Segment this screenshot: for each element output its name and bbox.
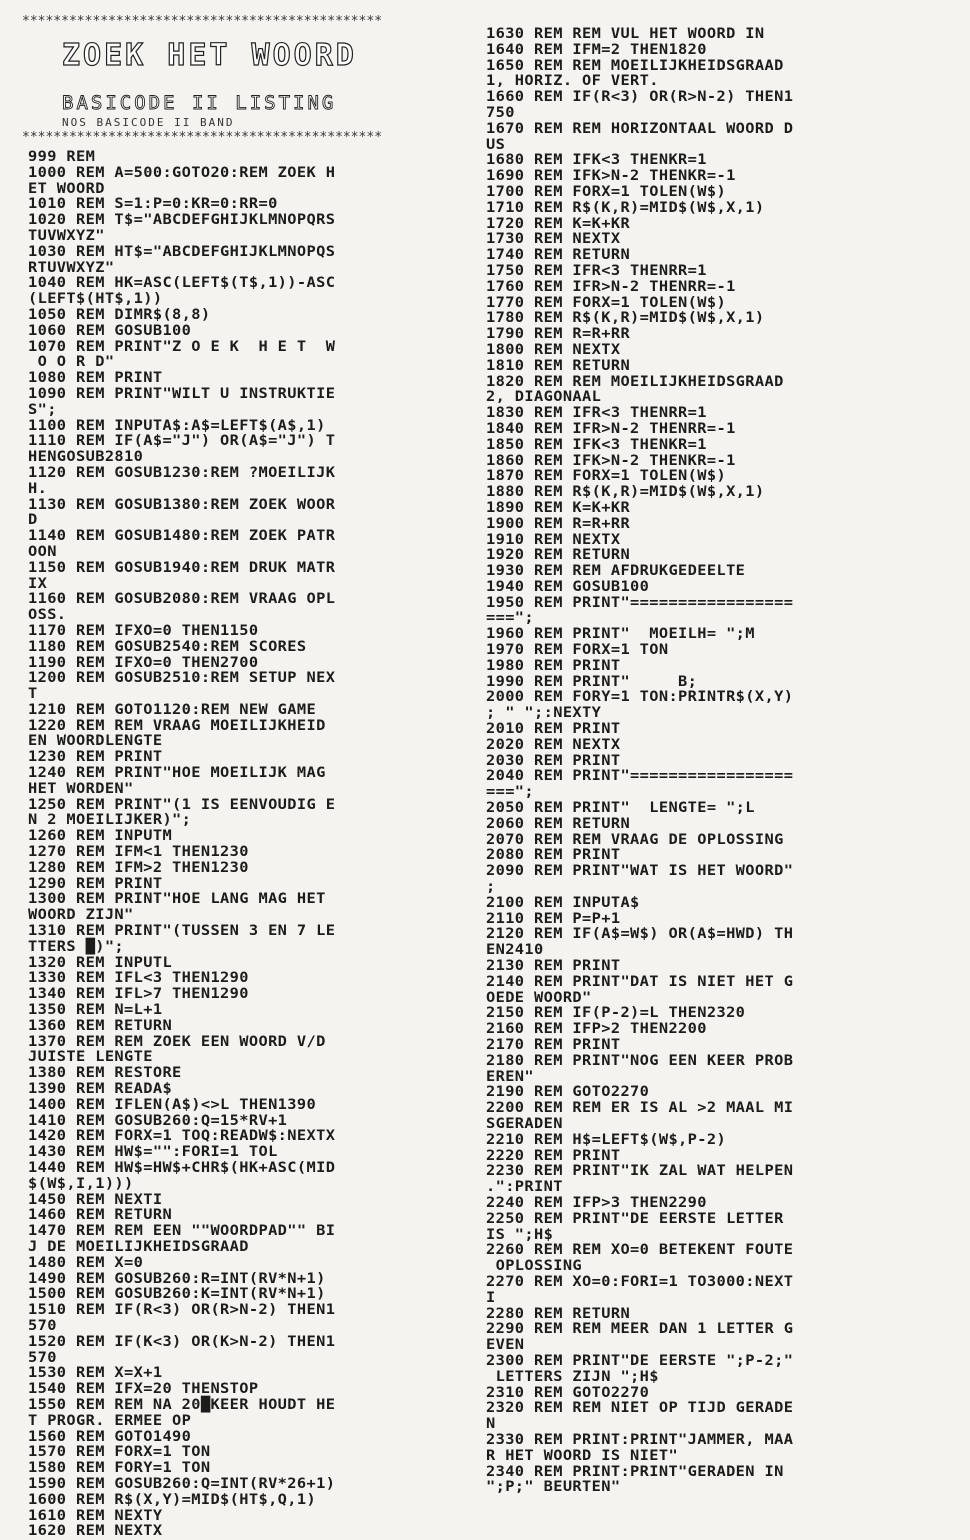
- code-line: 1110 REM IF(A$="J") OR(A$="J") T: [28, 433, 336, 450]
- code-line: 1580 REM FORY=1 TON: [28, 1460, 211, 1477]
- code-line: 1840 REM IFR>N-2 THENRR=-1: [486, 420, 736, 437]
- code-line: 1420 REM FORX=1 TOQ:READW$:NEXTX: [28, 1128, 336, 1145]
- code-line: 2270 REM XO=0:FORI=1 TO3000:NEXT: [486, 1273, 794, 1290]
- code-line: 1060 REM GOSUB100: [28, 322, 192, 339]
- code-line: 1330 REM IFL<3 THEN1290: [28, 970, 249, 987]
- code-line: 1970 REM FORX=1 TON: [486, 642, 669, 659]
- code-line: 1490 REM GOSUB260:R=INT(RV*N+1): [28, 1270, 326, 1287]
- code-line: 2010 REM PRINT: [486, 721, 621, 738]
- code-line: 1310 REM PRINT"(TUSSEN 3 EN 7 LE: [28, 923, 336, 940]
- code-line: 1270 REM IFM<1 THEN1230: [28, 844, 249, 861]
- code-line: 1200 REM GOSUB2510:REM SETUP NEX: [28, 670, 336, 687]
- code-line: 1530 REM X=X+1: [28, 1365, 163, 1382]
- code-line: 2060 REM RETURN: [486, 815, 631, 832]
- code-line: 1650 REM REM MOEILIJKHEIDSGRAAD: [486, 57, 784, 74]
- code-line: 1820 REM REM MOEILIJKHEIDSGRAAD: [486, 373, 784, 390]
- code-line: 1360 REM RETURN: [28, 1017, 173, 1034]
- code-line: 2120 REM IF(A$=W$) OR(A$=HWD) TH: [486, 926, 794, 943]
- code-line: 2340 REM PRINT:PRINT"GERADEN IN: [486, 1463, 784, 1480]
- code-line: 1850 REM IFK<3 THENKR=1: [486, 436, 707, 453]
- code-line: S";: [28, 401, 57, 418]
- code-line: EN WOORDLENGTE: [28, 733, 163, 750]
- code-line: 1460 REM RETURN: [28, 1207, 173, 1224]
- code-line: JUISTE LENGTE: [28, 1049, 153, 1066]
- code-line: 2030 REM PRINT: [486, 752, 621, 769]
- code-line: 1470 REM REM EEN ""WOORDPAD"" BI: [28, 1223, 336, 1240]
- code-line: 1860 REM IFK>N-2 THENKR=-1: [486, 452, 736, 469]
- code-line: 1800 REM NEXTX: [486, 341, 621, 358]
- code-line: 2050 REM PRINT" LENGTE= ";L: [486, 800, 755, 817]
- code-line: OPLOSSING: [486, 1258, 583, 1275]
- code-line: ET WOORD: [28, 180, 105, 197]
- code-line: TTERS █)";: [28, 938, 125, 955]
- code-line: J DE MOEILIJKHEIDSGRAAD: [28, 1238, 249, 1255]
- code-line: 2130 REM PRINT: [486, 958, 621, 975]
- code-line: 1590 REM GOSUB260:Q=INT(RV*26+1): [28, 1475, 336, 1492]
- code-line: 1, HORIZ. OF VERT.: [486, 73, 659, 90]
- code-line: 1320 REM INPUTL: [28, 954, 173, 971]
- code-line: 1090 REM PRINT"WILT U INSTRUKTIE: [28, 385, 336, 402]
- code-line: 1350 REM N=L+1: [28, 1002, 163, 1019]
- code-line: H.: [28, 480, 48, 497]
- code-line: 1600 REM R$(X,Y)=MID$(HT$,Q,1): [28, 1491, 317, 1508]
- code-line: 2210 REM H$=LEFT$(W$,P-2): [486, 1131, 727, 1148]
- code-line: 1400 REM IFLEN(A$)<>L THEN1390: [28, 1096, 317, 1113]
- code-line: 1290 REM PRINT: [28, 875, 163, 892]
- listing-column-right: [486, 26, 794, 1496]
- listing-source-line: NOS BASICODE II BAND: [62, 116, 235, 129]
- code-line: 1670 REM REM HORIZONTAAL WOORD D: [486, 120, 794, 137]
- code-line: 2200 REM REM ER IS AL >2 MAAL MI: [486, 1100, 794, 1117]
- code-line: .":PRINT: [486, 1179, 563, 1196]
- code-line: 1100 REM INPUTA$:A$=LEFT$(A$,1): [28, 417, 326, 434]
- code-line: 1710 REM R$(K,R)=MID$(W$,X,1): [486, 199, 765, 216]
- code-line: 1780 REM R$(K,R)=MID$(W$,X,1): [486, 310, 765, 327]
- code-line: 1900 REM R=R+RR: [486, 515, 631, 532]
- stars-divider-top: **********************************************: [22, 14, 383, 29]
- code-line: N 2 MOEILIJKER)";: [28, 812, 192, 829]
- code-line: 2170 REM PRINT: [486, 1037, 621, 1053]
- code-line: 2280 REM RETURN: [486, 1305, 631, 1322]
- code-line: 1220 REM REM VRAAG MOEILIJKHEID: [28, 717, 326, 734]
- code-line: 1730 REM NEXTX: [486, 231, 621, 248]
- code-line: N: [486, 1416, 496, 1433]
- code-line: 1880 REM R$(K,R)=MID$(W$,X,1): [486, 484, 765, 501]
- code-line: 1740 REM RETURN: [486, 247, 631, 264]
- code-line: 1020 REM T$="ABCDEFGHIJKLMNOPQRS: [28, 212, 336, 229]
- code-line: 2080 REM PRINT: [486, 847, 621, 864]
- code-line: 1620 REM NEXTX: [28, 1523, 163, 1540]
- code-line: HET WORDEN": [28, 780, 134, 797]
- code-line: 2240 REM IFP>3 THEN2290: [486, 1194, 707, 1211]
- code-line: 1010 REM S=1:P=0:KR=0:RR=0: [28, 196, 278, 213]
- code-line: 1410 REM GOSUB260:Q=15*RV+1: [28, 1112, 288, 1129]
- code-line: 1300 REM PRINT"HOE LANG MAG HET: [28, 891, 326, 908]
- code-line: 1120 REM GOSUB1230:REM ?MOEILIJK: [28, 464, 336, 481]
- code-line: 2100 REM INPUTA$: [486, 894, 640, 911]
- code-line: 2090 REM PRINT"WAT IS HET WOORD": [486, 863, 794, 880]
- code-line: 1390 REM READA$: [28, 1081, 173, 1098]
- code-line: 1750 REM IFR<3 THENRR=1: [486, 262, 707, 279]
- code-line: OSS.: [28, 607, 67, 624]
- code-line: 1260 REM INPUTM: [28, 828, 173, 845]
- code-line: 2320 REM REM NIET OP TIJD GERADE: [486, 1400, 794, 1417]
- code-line: 1240 REM PRINT"HOE MOEILIJK MAG: [28, 765, 326, 782]
- code-line: ;: [486, 879, 496, 896]
- code-line: 1050 REM DIMR$(8,8): [28, 306, 211, 323]
- code-line: 1570 REM FORX=1 TON: [28, 1444, 211, 1461]
- code-line: 570: [28, 1317, 57, 1334]
- code-line: US: [486, 136, 506, 153]
- stars-divider-bottom: **********************************************: [22, 130, 383, 145]
- listing-column-left: [28, 149, 336, 1540]
- code-line: 2150 REM IF(P-2)=L THEN2320: [486, 1005, 746, 1022]
- code-line: 1040 REM HK=ASC(LEFT$(T$,1))-ASC: [28, 275, 336, 292]
- code-line: 2040 REM PRINT"=================: [486, 768, 794, 785]
- code-line: 1910 REM NEXTX: [486, 531, 621, 548]
- code-line: R HET WOORD IS NIET": [486, 1447, 679, 1464]
- code-line: 1210 REM GOTO1120:REM NEW GAME: [28, 701, 317, 718]
- code-line: 1080 REM PRINT: [28, 370, 163, 387]
- code-line: 1690 REM IFK>N-2 THENKR=-1: [486, 168, 736, 185]
- code-line: 2260 REM REM XO=0 BETEKENT FOUTE: [486, 1242, 794, 1259]
- code-line: OEDE WOORD": [486, 989, 592, 1006]
- code-line: 1510 REM IF(R<3) OR(R>N-2) THEN1: [28, 1302, 336, 1319]
- code-line: 1160 REM GOSUB2080:REM VRAAG OPL: [28, 591, 336, 608]
- code-line: 2220 REM PRINT: [486, 1147, 621, 1164]
- code-line: ";P;" BEURTEN": [486, 1479, 621, 1496]
- code-line: 1980 REM PRINT: [486, 657, 621, 674]
- code-line: 1890 REM K=K+KR: [486, 499, 631, 516]
- code-line: OON: [28, 543, 57, 560]
- code-line: 1500 REM GOSUB260:K=INT(RV*N+1): [28, 1286, 326, 1303]
- code-line: EN2410: [486, 942, 544, 959]
- code-line: (LEFT$(HT$,1)): [28, 291, 163, 308]
- code-line: 1130 REM GOSUB1380:REM ZOEK WOOR: [28, 496, 336, 513]
- code-line: EVEN: [486, 1337, 525, 1354]
- code-line: 1630 REM REM VUL HET WOORD IN: [486, 26, 765, 42]
- code-line: 1560 REM GOTO1490: [28, 1428, 192, 1445]
- code-line: EREN": [486, 1068, 535, 1085]
- code-line: 2000 REM FORY=1 TON:PRINTR$(X,Y): [486, 689, 794, 706]
- code-line: 1830 REM IFR<3 THENRR=1: [486, 405, 707, 422]
- code-line: 1540 REM IFX=20 THENSTOP: [28, 1381, 259, 1398]
- code-line: 1610 REM NEXTY: [28, 1507, 163, 1524]
- code-line: 2140 REM PRINT"DAT IS NIET HET G: [486, 973, 794, 990]
- code-line: RTUVWXYZ": [28, 259, 115, 276]
- code-line: 1660 REM IF(R<3) OR(R>N-2) THEN1: [486, 89, 794, 106]
- code-line: 750: [486, 104, 515, 121]
- code-line: 2330 REM PRINT:PRINT"JAMMER, MAA: [486, 1431, 794, 1448]
- code-line: 1430 REM HW$="":FORI=1 TOL: [28, 1144, 278, 1161]
- code-line: D: [28, 512, 38, 529]
- code-line: 1720 REM K=K+KR: [486, 215, 631, 232]
- code-line: HENGOSUB2810: [28, 449, 144, 466]
- code-line: 570: [28, 1349, 57, 1366]
- code-line: 1030 REM HT$="ABCDEFGHIJKLMNOPQS: [28, 243, 336, 260]
- listing-subtitle: BASICODE II LISTING: [62, 92, 337, 114]
- code-line: 2290 REM REM MEER DAN 1 LETTER G: [486, 1321, 794, 1338]
- code-line: 1990 REM PRINT" B;: [486, 673, 698, 690]
- code-line: $(W$,I,1))): [28, 1175, 134, 1192]
- code-line: 1380 REM RESTORE: [28, 1065, 182, 1082]
- code-line: T PROGR. ERMEE OP: [28, 1412, 192, 1429]
- code-line: 1930 REM REM AFDRUKGEDEELTE: [486, 563, 746, 580]
- code-line: I: [486, 1289, 496, 1306]
- code-line: TUVWXYZ": [28, 227, 105, 244]
- code-line: 1920 REM RETURN: [486, 547, 631, 564]
- code-line: 1140 REM GOSUB1480:REM ZOEK PATR: [28, 528, 336, 545]
- code-line: 1680 REM IFK<3 THENKR=1: [486, 152, 707, 169]
- code-line: O O R D": [28, 354, 115, 371]
- code-line: 1480 REM X=0: [28, 1254, 144, 1271]
- code-line: 1770 REM FORX=1 TOLEN(W$): [486, 294, 727, 311]
- code-line: 1950 REM PRINT"=================: [486, 594, 794, 611]
- code-line: 2300 REM PRINT"DE EERSTE ";P-2;": [486, 1352, 794, 1369]
- code-line: 1790 REM R=R+RR: [486, 326, 631, 343]
- code-line: 1520 REM IF(K<3) OR(K>N-2) THEN1: [28, 1333, 336, 1350]
- code-line: 2110 REM P=P+1: [486, 910, 621, 927]
- code-line: ===";: [486, 784, 535, 801]
- code-line: 1640 REM IFM=2 THEN1820: [486, 41, 707, 58]
- code-line: 1280 REM IFM>2 THEN1230: [28, 859, 249, 876]
- code-line: T: [28, 686, 38, 703]
- code-line: SGERADEN: [486, 1115, 563, 1132]
- code-line: 2160 REM IFP>2 THEN2200: [486, 1021, 707, 1038]
- code-line: 2070 REM REM VRAAG DE OPLOSSING: [486, 831, 784, 848]
- code-line: WOORD ZIJN": [28, 907, 134, 924]
- code-line: 1440 REM HW$=HW$+CHR$(HK+ASC(MID: [28, 1160, 336, 1176]
- code-line: 1550 REM REM NA 20█KEER HOUDT HE: [28, 1396, 336, 1413]
- code-line: 1760 REM IFR>N-2 THENRR=-1: [486, 278, 736, 295]
- code-line: 1340 REM IFL>7 THEN1290: [28, 986, 249, 1003]
- code-line: 1960 REM PRINT" MOEILH= ";M: [486, 626, 755, 643]
- code-line: 1700 REM FORX=1 TOLEN(W$): [486, 183, 727, 200]
- code-line: ; " ";:NEXTY: [486, 705, 602, 722]
- code-line: 1000 REM A=500:GOTO20:REM ZOEK H: [28, 164, 336, 181]
- code-line: 2230 REM PRINT"IK ZAL WAT HELPEN: [486, 1163, 794, 1180]
- code-line: 1450 REM NEXTI: [28, 1191, 163, 1208]
- code-line: 2310 REM GOTO2270: [486, 1384, 650, 1401]
- code-line: 2, DIAGONAAL: [486, 389, 602, 406]
- code-line: 1810 REM RETURN: [486, 357, 631, 374]
- code-line: 1230 REM PRINT: [28, 749, 163, 766]
- code-line: 2190 REM GOTO2270: [486, 1084, 650, 1101]
- listing-title: ZOEK HET WOORD: [62, 38, 357, 73]
- code-line: 1180 REM GOSUB2540:REM SCORES: [28, 638, 307, 655]
- code-line: 1070 REM PRINT"Z O E K H E T W: [28, 338, 336, 355]
- code-line: 1870 REM FORX=1 TOLEN(W$): [486, 468, 727, 485]
- code-line: 2020 REM NEXTX: [486, 736, 621, 753]
- code-line: 1370 REM REM ZOEK EEN WOORD V/D: [28, 1033, 326, 1050]
- code-line: 2250 REM PRINT"DE EERSTE LETTER: [486, 1210, 784, 1227]
- code-line: 1190 REM IFXO=0 THEN2700: [28, 654, 259, 671]
- code-line: 1170 REM IFXO=0 THEN1150: [28, 622, 259, 639]
- code-line: 2180 REM PRINT"NOG EEN KEER PROB: [486, 1052, 794, 1069]
- code-line: ===";: [486, 610, 535, 627]
- code-line: 1940 REM GOSUB100: [486, 578, 650, 595]
- code-line: 1250 REM PRINT"(1 IS EENVOUDIG E: [28, 796, 336, 813]
- code-line: LETTERS ZIJN ";H$: [486, 1368, 659, 1385]
- code-line: IS ";H$: [486, 1226, 554, 1243]
- code-line: 1150 REM GOSUB1940:REM DRUK MATR: [28, 559, 336, 576]
- code-line: 999 REM: [28, 149, 96, 165]
- code-line: IX: [28, 575, 48, 592]
